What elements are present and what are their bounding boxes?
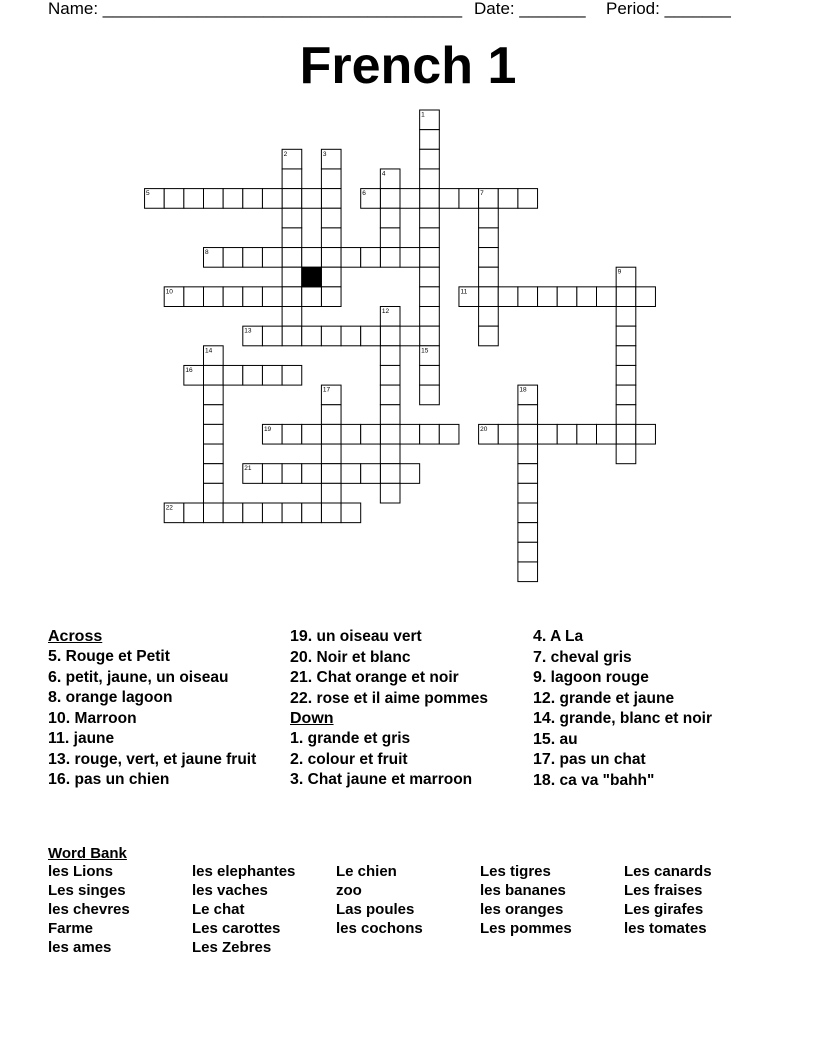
- grid-cell[interactable]: [636, 287, 656, 307]
- grid-cell[interactable]: [518, 523, 538, 543]
- grid-cell[interactable]: [479, 287, 499, 307]
- grid-cell[interactable]: [341, 464, 361, 484]
- grid-cell[interactable]: [380, 248, 400, 268]
- clue-number-label: 4: [381, 170, 386, 178]
- grid-cell[interactable]: [518, 405, 538, 425]
- clue-number: 8.: [48, 689, 62, 706]
- clue-text: au: [555, 730, 578, 748]
- grid-cell[interactable]: [282, 228, 302, 248]
- grid-cell[interactable]: [282, 287, 302, 307]
- grid-cell[interactable]: [204, 464, 224, 484]
- grid-cell[interactable]: [518, 483, 538, 503]
- grid-cell[interactable]: [439, 189, 459, 209]
- clue-item: [48, 689, 283, 706]
- down-heading: Down: [290, 710, 334, 727]
- grid-cell[interactable]: [282, 267, 302, 287]
- grid-cell[interactable]: [282, 189, 302, 209]
- grid-cell[interactable]: [204, 287, 224, 307]
- grid-cell[interactable]: [302, 326, 322, 346]
- grid-cell[interactable]: [282, 503, 302, 523]
- clue-text: un oiseau vert: [312, 628, 422, 645]
- grid-cell[interactable]: [204, 405, 224, 425]
- grid-cell[interactable]: [380, 483, 400, 503]
- clue-text: Chat orange et noir: [312, 669, 459, 686]
- grid-cell[interactable]: [420, 248, 440, 268]
- clue-text: Chat jaune et marroon: [303, 771, 473, 788]
- clue-number-label: 19: [263, 425, 272, 433]
- grid-cell[interactable]: [321, 483, 341, 503]
- clue-item: [290, 690, 525, 707]
- clue-text: jaune: [69, 730, 115, 747]
- grid-cell[interactable]: [361, 464, 381, 484]
- grid-cell[interactable]: [204, 189, 224, 209]
- clues-column-2: [290, 628, 525, 792]
- grid-cell[interactable]: [380, 346, 400, 366]
- clue-item: [290, 730, 525, 747]
- date-field[interactable]: Date: _______: [474, 0, 586, 18]
- grid-cell[interactable]: [282, 365, 302, 385]
- clue-item: [290, 771, 525, 788]
- clue-number: 1.: [290, 730, 304, 747]
- grid-cell[interactable]: [321, 326, 341, 346]
- grid-cell[interactable]: [223, 503, 243, 523]
- clue-number: 7.: [533, 648, 547, 666]
- grid-cell[interactable]: [380, 444, 400, 464]
- grid-cell[interactable]: [616, 346, 636, 366]
- grid-cell[interactable]: [518, 503, 538, 523]
- grid-cell[interactable]: [361, 248, 381, 268]
- grid-cell[interactable]: [420, 169, 440, 189]
- word-bank-item: Farme: [48, 920, 94, 937]
- clue-item: [48, 771, 283, 788]
- grid-cell[interactable]: [262, 248, 282, 268]
- grid-cell[interactable]: [243, 287, 263, 307]
- grid-cell[interactable]: [479, 208, 499, 228]
- grid-cell[interactable]: [439, 424, 459, 444]
- clue-number-label: 2: [283, 150, 288, 158]
- grid-cell[interactable]: [302, 287, 322, 307]
- word-bank-item: les cochons: [336, 920, 423, 937]
- grid-cell[interactable]: [518, 562, 538, 582]
- grid-cell[interactable]: [243, 248, 263, 268]
- clue-item: [48, 730, 283, 747]
- grid-cell[interactable]: [321, 503, 341, 523]
- clue-item: [48, 648, 283, 665]
- grid-cell[interactable]: [262, 503, 282, 523]
- grid-cell[interactable]: [479, 248, 499, 268]
- grid-cell[interactable]: [400, 464, 420, 484]
- clue-text: Rouge et Petit: [61, 648, 170, 665]
- clue-number-label: 15: [421, 347, 429, 355]
- clue-text: lagoon rouge: [546, 669, 649, 686]
- clue-number: 2.: [290, 750, 304, 768]
- grid-cell[interactable]: [557, 424, 577, 444]
- grid-cell[interactable]: [262, 189, 282, 209]
- grid-cell[interactable]: [400, 424, 420, 444]
- grid-cell[interactable]: [321, 424, 341, 444]
- grid-cell[interactable]: [616, 405, 636, 425]
- grid-cell[interactable]: [420, 130, 440, 150]
- grid-cell[interactable]: [518, 424, 538, 444]
- clue-number-label: 14: [205, 347, 213, 355]
- grid-cell[interactable]: [616, 365, 636, 385]
- word-bank-item: Les fraises: [624, 882, 703, 899]
- clue-number: 14.: [533, 710, 556, 727]
- grid-cell[interactable]: [479, 228, 499, 248]
- clue-item: [290, 669, 525, 686]
- grid-cell[interactable]: [420, 385, 440, 405]
- clue-number-label: 9: [617, 268, 622, 276]
- grid-cell[interactable]: [262, 326, 282, 346]
- grid-cell[interactable]: [420, 365, 440, 385]
- grid-cell[interactable]: [321, 208, 341, 228]
- clue-item: [290, 628, 525, 645]
- grid-cell[interactable]: [420, 326, 440, 346]
- word-bank-item: Les pommes: [480, 920, 572, 937]
- grid-cell[interactable]: [282, 248, 302, 268]
- clue-text: grande, blanc et noir: [555, 710, 712, 727]
- clue-number: 20.: [290, 648, 313, 666]
- clue-number: 12.: [533, 689, 556, 707]
- clue-text: ca va "bahh": [555, 771, 655, 789]
- grid-cell[interactable]: [282, 307, 302, 327]
- clue-number-label: 22: [165, 504, 173, 512]
- grid-cell[interactable]: [538, 287, 558, 307]
- grid-cell[interactable]: [321, 405, 341, 425]
- word-bank-item: Las poules: [336, 901, 415, 918]
- clue-number-label: 20: [480, 425, 488, 433]
- grid-cell[interactable]: [223, 365, 243, 385]
- clue-number: 4.: [533, 628, 547, 645]
- grid-cell[interactable]: [616, 287, 636, 307]
- grid-cell[interactable]: [302, 189, 322, 209]
- clue-text: rouge, vert, et jaune fruit: [70, 750, 257, 768]
- clue-number: 16.: [48, 771, 71, 788]
- clue-number: 19.: [290, 628, 313, 645]
- grid-cell[interactable]: [204, 483, 224, 503]
- grid-cell[interactable]: [400, 189, 420, 209]
- grid-cell[interactable]: [302, 503, 322, 523]
- grid-cell[interactable]: [459, 189, 479, 209]
- grid-cell[interactable]: [597, 287, 617, 307]
- grid-cell[interactable]: [341, 248, 361, 268]
- clue-item: [533, 751, 768, 768]
- word-bank-item: Les carottes: [192, 920, 281, 937]
- grid-cell[interactable]: [420, 149, 440, 169]
- grid-cell[interactable]: [380, 228, 400, 248]
- grid-cell[interactable]: [380, 385, 400, 405]
- grid-cell[interactable]: [341, 503, 361, 523]
- grid-cell[interactable]: [518, 287, 538, 307]
- clue-number-label: 3: [322, 150, 327, 158]
- clue-number-label: 16: [185, 366, 193, 374]
- grid-cell[interactable]: [636, 424, 656, 444]
- clue-item: [533, 690, 768, 707]
- grid-cell[interactable]: [282, 208, 302, 228]
- grid-cell[interactable]: [164, 189, 184, 209]
- clue-number-label: 18: [519, 386, 527, 394]
- grid-cell[interactable]: [420, 228, 440, 248]
- grid-cell[interactable]: [321, 248, 341, 268]
- grid-cell[interactable]: [302, 248, 322, 268]
- grid-cell[interactable]: [321, 464, 341, 484]
- word-bank-heading: Word Bank: [48, 845, 127, 862]
- clue-item: [533, 628, 768, 645]
- grid-cell[interactable]: [498, 287, 518, 307]
- clue-text: colour et fruit: [303, 750, 408, 768]
- grid-cell[interactable]: [204, 503, 224, 523]
- word-bank-item: les bananes: [480, 882, 566, 899]
- clue-number-label: 7: [480, 190, 484, 198]
- clue-number: 11.: [48, 730, 70, 747]
- grid-cell[interactable]: [557, 287, 577, 307]
- clue-text: grande et jaune: [555, 689, 675, 707]
- grid-cell[interactable]: [616, 444, 636, 464]
- clue-item: [533, 731, 768, 748]
- word-bank-item: les vaches: [192, 882, 268, 899]
- grid-cell[interactable]: [400, 248, 420, 268]
- word-bank-item: Les girafes: [624, 901, 704, 918]
- grid-cell[interactable]: [538, 424, 558, 444]
- clue-item: [48, 669, 283, 686]
- grid-cell[interactable]: [420, 189, 440, 209]
- grid-cell[interactable]: [577, 424, 597, 444]
- grid-cell[interactable]: [321, 287, 341, 307]
- clue-text: grande et gris: [303, 730, 411, 747]
- clue-item: [533, 669, 768, 686]
- clue-item: [48, 751, 283, 768]
- grid-cell[interactable]: [184, 503, 204, 523]
- grid-cell[interactable]: [380, 405, 400, 425]
- grid-cell[interactable]: [420, 424, 440, 444]
- grid-cell[interactable]: [420, 287, 440, 307]
- clue-number: 15.: [533, 730, 556, 748]
- grid-cell[interactable]: [479, 267, 499, 287]
- clue-item: [48, 710, 283, 727]
- grid-cell[interactable]: [577, 287, 597, 307]
- grid-cell[interactable]: [420, 307, 440, 327]
- clue-number-label: 8: [205, 249, 209, 257]
- across-heading: Across: [48, 628, 103, 645]
- clue-number: 9.: [533, 669, 547, 686]
- grid-cell[interactable]: [321, 189, 341, 209]
- grid-cell[interactable]: [262, 365, 282, 385]
- word-bank-item: Le chat: [192, 901, 245, 918]
- page-title: French 1: [299, 37, 517, 95]
- clue-item: [533, 772, 768, 789]
- grid-cell[interactable]: [223, 248, 243, 268]
- grid-cell[interactable]: [223, 287, 243, 307]
- clue-number: 3.: [290, 771, 304, 788]
- grid-cell[interactable]: [616, 326, 636, 346]
- grid-cell[interactable]: [400, 326, 420, 346]
- word-bank-item: Les Zebres: [192, 939, 272, 956]
- clue-text: pas un chat: [555, 751, 646, 768]
- grid-cell[interactable]: [420, 267, 440, 287]
- word-bank-item: Les canards: [624, 863, 712, 880]
- grid-cell[interactable]: [302, 424, 322, 444]
- clue-text: rose et il aime pommes: [312, 689, 488, 707]
- clue-number-label: 21: [244, 465, 252, 473]
- clue-text: Marroon: [70, 709, 137, 727]
- grid-cell[interactable]: [302, 464, 322, 484]
- grid-cell[interactable]: [616, 424, 636, 444]
- grid-cell[interactable]: [243, 189, 263, 209]
- clue-number-label: 17: [322, 386, 331, 394]
- grid-cell[interactable]: [380, 208, 400, 228]
- clue-item: [290, 751, 525, 768]
- grid-cell[interactable]: [380, 189, 400, 209]
- grid-cell[interactable]: [282, 464, 302, 484]
- clue-number-label: 5: [146, 190, 150, 198]
- grid-cell[interactable]: [479, 307, 499, 327]
- grid-cell[interactable]: [243, 503, 263, 523]
- clue-text: A La: [546, 628, 584, 645]
- word-bank-item: les ames: [48, 939, 112, 956]
- word-bank: [48, 863, 768, 956]
- clue-text: orange lagoon: [61, 689, 173, 706]
- clue-item: [533, 649, 768, 666]
- clue-number-label: 1: [421, 111, 425, 119]
- grid-cell[interactable]: [223, 189, 243, 209]
- name-field[interactable]: Name: ______________________________________: [48, 0, 463, 18]
- across-clues-column: [48, 628, 283, 792]
- clue-number: 6.: [48, 668, 62, 686]
- grid-cell[interactable]: [262, 287, 282, 307]
- grid-cell[interactable]: [204, 444, 224, 464]
- grid-cell[interactable]: [380, 365, 400, 385]
- clue-item: [290, 649, 525, 666]
- grid-cell[interactable]: [380, 326, 400, 346]
- grid-cell[interactable]: [380, 424, 400, 444]
- grid-cell[interactable]: [321, 267, 341, 287]
- clue-number-label: 12: [381, 308, 390, 315]
- word-bank-item: Les singes: [48, 882, 126, 899]
- word-bank-item: les tomates: [624, 920, 707, 937]
- grid-cell[interactable]: [361, 424, 381, 444]
- word-bank-item: les Lions: [48, 863, 114, 880]
- clue-number: 22.: [290, 689, 313, 707]
- grid-cell[interactable]: [184, 287, 204, 307]
- word-bank-item: Les tigres: [480, 863, 551, 880]
- clues-column-3: [533, 628, 768, 792]
- clue-number-label: 10: [165, 288, 173, 296]
- grid-cell[interactable]: [282, 169, 302, 189]
- grid-cell[interactable]: [498, 424, 518, 444]
- clue-text: pas un chien: [70, 771, 170, 788]
- grid-cell[interactable]: [361, 326, 381, 346]
- word-bank-item: les elephantes: [192, 863, 296, 880]
- grid-cell[interactable]: [321, 444, 341, 464]
- grid-cell[interactable]: [321, 228, 341, 248]
- clue-number: 13.: [48, 750, 71, 768]
- word-bank-item: les oranges: [480, 901, 564, 918]
- clue-number: 17.: [533, 751, 556, 768]
- grid-cell[interactable]: [204, 385, 224, 405]
- grid-cell[interactable]: [518, 444, 538, 464]
- black-square: [302, 267, 322, 287]
- clue-text: Noir et blanc: [312, 648, 411, 666]
- grid-cell[interactable]: [518, 464, 538, 484]
- grid-cell[interactable]: [597, 424, 617, 444]
- grid-cell[interactable]: [282, 326, 302, 346]
- clue-number: 10.: [48, 709, 71, 727]
- grid-cell[interactable]: [616, 307, 636, 327]
- grid-cell[interactable]: [341, 424, 361, 444]
- grid-cell[interactable]: [341, 326, 361, 346]
- clue-number-label: 11: [460, 288, 468, 296]
- clue-number: 21.: [290, 669, 313, 686]
- grid-cell[interactable]: [243, 365, 263, 385]
- period-field[interactable]: Period: _______: [606, 0, 731, 18]
- grid-cell[interactable]: [204, 424, 224, 444]
- grid-cell[interactable]: [498, 189, 518, 209]
- grid-cell[interactable]: [518, 542, 538, 562]
- clue-number: 5.: [48, 648, 62, 665]
- clue-text: petit, jaune, un oiseau: [61, 668, 229, 686]
- grid-cell[interactable]: [262, 464, 282, 484]
- word-bank-item: les chevres: [48, 901, 130, 918]
- grid-cell[interactable]: [204, 365, 224, 385]
- clue-number-label: 6: [362, 190, 366, 198]
- grid-cell[interactable]: [380, 464, 400, 484]
- grid-cell[interactable]: [184, 189, 204, 209]
- clue-number: 18.: [533, 771, 556, 789]
- grid-cell[interactable]: [616, 385, 636, 405]
- word-bank-item: Le chien: [336, 863, 397, 880]
- grid-cell[interactable]: [321, 169, 341, 189]
- grid-cell[interactable]: [282, 424, 302, 444]
- clue-item: [533, 710, 768, 727]
- grid-cell[interactable]: [479, 326, 499, 346]
- grid-cell[interactable]: [518, 189, 538, 209]
- clue-number-label: 13: [244, 327, 252, 335]
- word-bank-item: zoo: [336, 882, 362, 899]
- clue-text: cheval gris: [546, 648, 632, 666]
- grid-cell[interactable]: [420, 208, 440, 228]
